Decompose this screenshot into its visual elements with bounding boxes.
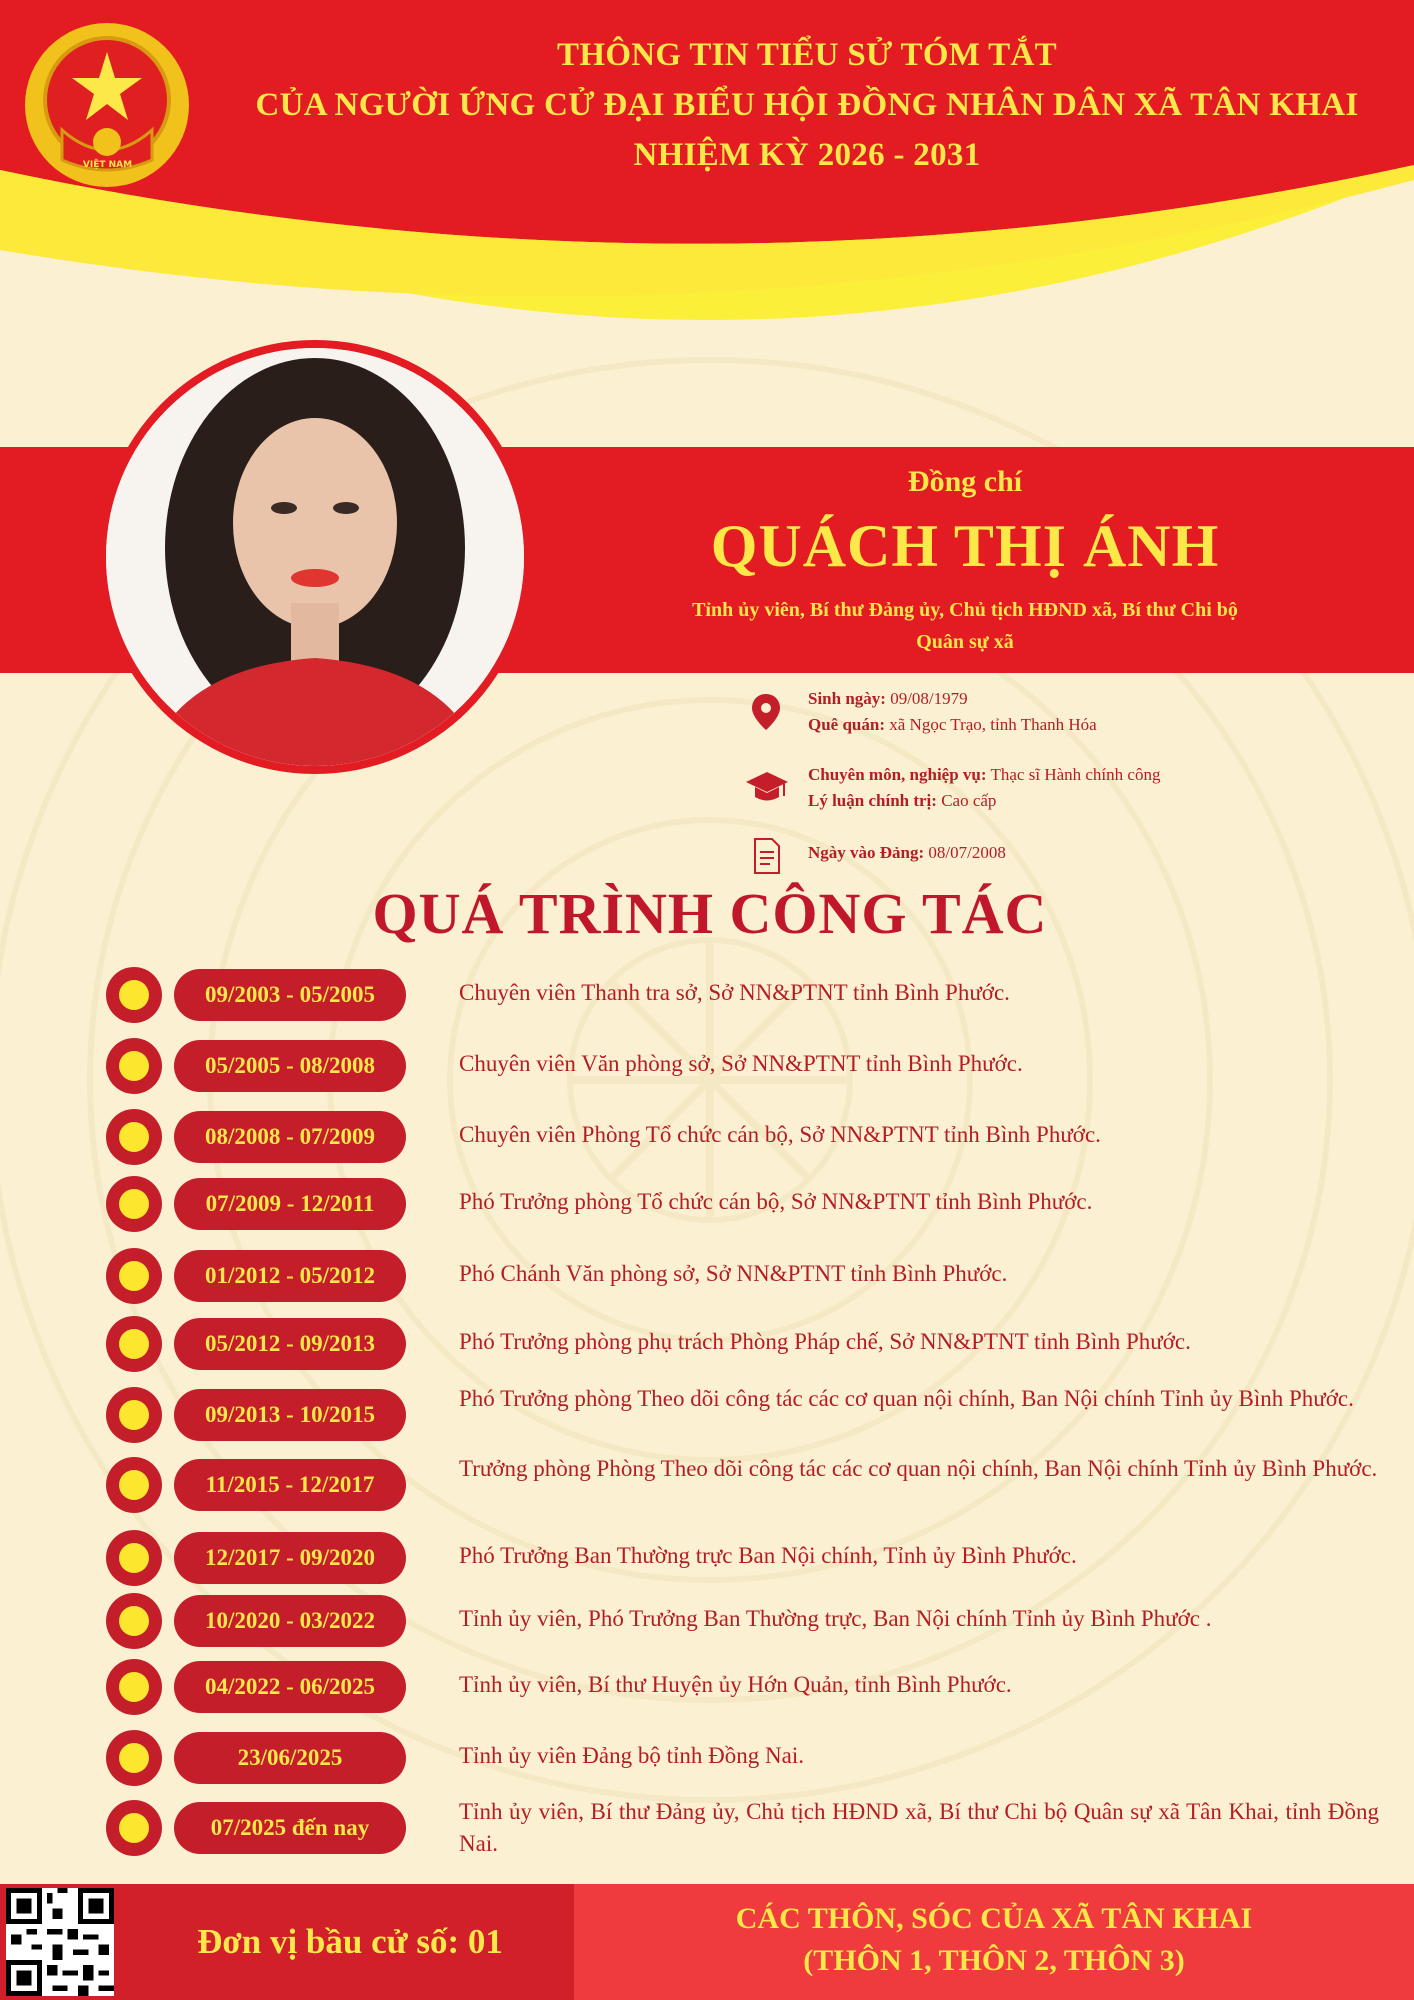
location-pin-icon (748, 692, 784, 732)
timeline-bullet-icon (106, 1530, 162, 1586)
timeline-date: 11/2015 - 12/2017 (174, 1459, 406, 1511)
timeline-description: Tỉnh ủy viên Đảng bộ tỉnh Đồng Nai. (459, 1743, 804, 1768)
party-value: 08/07/2008 (924, 843, 1006, 862)
timeline-date: 12/2017 - 09/2020 (174, 1532, 406, 1584)
timeline-row (0, 1530, 1414, 1590)
candidate-name: QUÁCH THỊ ÁNH (710, 513, 1220, 579)
header-line-1: THÔNG TIN TIỂU SỬ TÓM TẮT (557, 37, 1057, 73)
header-line-3: NHIỆM KỲ 2026 - 2031 (633, 137, 981, 173)
timeline-bullet-icon (106, 1593, 162, 1649)
timeline-row (0, 1248, 1414, 1308)
politics-label: Lý luận chính trị: (808, 791, 937, 810)
header-title (200, 30, 1414, 180)
timeline-bullet-icon (106, 1659, 162, 1715)
position-line-1: Tỉnh ủy viên, Bí thư Đảng ủy, Chủ tịch HĐND xã, Bí thư Chi bộ (692, 599, 1238, 621)
graduation-cap-icon (744, 768, 790, 808)
timeline-description: Chuyên viên Thanh tra sở, Sở NN&PTNT tỉnh Bình Phước. (459, 980, 1010, 1005)
timeline-description: Phó Trưởng phòng Theo dõi công tác các cơ quan nội chính, Ban Nội chính Tỉnh ủy Bình Phước. (459, 1386, 1354, 1411)
timeline-bullet-icon (106, 1800, 162, 1856)
specialty-label: Chuyên môn, nghiệp vụ: (808, 765, 987, 784)
timeline-bullet-icon (106, 1457, 162, 1513)
timeline-bullet-icon (106, 967, 162, 1023)
timeline-description: Chuyên viên Văn phòng sở, Sở NN&PTNT tỉnh Bình Phước. (459, 1051, 1023, 1076)
timeline-date: 05/2005 - 08/2008 (174, 1040, 406, 1092)
villages-line-2: (THÔN 1, THÔN 2, THÔN 3) (803, 1944, 1185, 1977)
timeline-row (0, 1593, 1414, 1653)
timeline-date: 08/2008 - 07/2009 (174, 1111, 406, 1163)
timeline-row (0, 1109, 1414, 1169)
timeline-description: Phó Chánh Văn phòng sở, Sở NN&PTNT tỉnh Bình Phước. (459, 1261, 1008, 1286)
timeline-row (0, 1659, 1414, 1719)
honorific: Đồng chí (907, 465, 1023, 498)
timeline-date: 07/2009 - 12/2011 (174, 1178, 406, 1230)
qr-code-icon[interactable] (6, 1888, 114, 1996)
timeline-description: Chuyên viên Phòng Tổ chức cán bộ, Sở NN&PTNT tỉnh Bình Phước. (459, 1122, 1101, 1147)
timeline-row (0, 1038, 1414, 1098)
timeline-row (0, 1176, 1414, 1236)
birth-label: Sinh ngày: (808, 689, 886, 708)
candidate-photo (98, 340, 532, 774)
villages-line-1: CÁC THÔN, SÓC CỦA XÃ TÂN KHAI (735, 1902, 1253, 1935)
timeline-description: Phó Trưởng phòng Tổ chức cán bộ, Sở NN&PTNT tỉnh Bình Phước. (459, 1189, 1093, 1214)
timeline-description: Tỉnh ủy viên, Bí thư Huyện ủy Hớn Quản, tỉnh Bình Phước. (459, 1672, 1012, 1697)
villages (574, 1898, 1414, 1982)
hometown-value: xã Ngọc Trạo, tỉnh Thanh Hóa (885, 715, 1097, 734)
document-icon (752, 836, 782, 876)
info-birth-hometown (808, 686, 1097, 738)
emblem-text: VIỆT NAM (82, 160, 133, 170)
timeline-bullet-icon (106, 1038, 162, 1094)
timeline-date: 07/2025 đến nay (174, 1802, 406, 1854)
timeline-bullet-icon (106, 1730, 162, 1786)
timeline-bullet-icon (106, 1387, 162, 1443)
timeline-date: 09/2003 - 05/2005 (174, 969, 406, 1021)
timeline-date: 23/06/2025 (174, 1732, 406, 1784)
header-line-2: CỦA NGƯỜI ỨNG CỬ ĐẠI BIỂU HỘI ĐỒNG NHÂN DÂN XÃ TÂN KHAI (255, 87, 1359, 123)
info-education (808, 762, 1160, 814)
timeline-row (0, 1800, 1414, 1860)
timeline-description: Phó Trưởng Ban Thường trực Ban Nội chính, Tỉnh ủy Bình Phước. (459, 1543, 1077, 1568)
timeline-date: 05/2012 - 09/2013 (174, 1318, 406, 1370)
specialty-value: Thạc sĩ Hành chính công (986, 765, 1161, 784)
position-line-2: Quân sự xã (916, 631, 1014, 653)
portrait-illustration (106, 348, 524, 766)
timeline-date: 10/2020 - 03/2022 (174, 1595, 406, 1647)
politics-value: Cao cấp (936, 791, 997, 810)
timeline-date: 01/2012 - 05/2012 (174, 1250, 406, 1302)
party-label: Ngày vào Đảng: (808, 843, 925, 862)
timeline-row (0, 967, 1414, 1027)
timeline-description: Tỉnh ủy viên, Bí thư Đảng ủy, Chủ tịch HĐND xã, Bí thư Chi bộ Quân sự xã Tân Khai, tỉnh Đồng Nai. (459, 1799, 1379, 1856)
timeline-row (0, 1387, 1414, 1447)
timeline-bullet-icon (106, 1248, 162, 1304)
portrait (106, 348, 524, 766)
timeline-bullet-icon (106, 1316, 162, 1372)
timeline-row (0, 1316, 1414, 1376)
candidate-position (640, 594, 1290, 658)
timeline-row (0, 1457, 1414, 1517)
birth-value: 09/08/1979 (885, 689, 968, 708)
timeline-bullet-icon (106, 1109, 162, 1165)
info-party (808, 840, 1006, 866)
timeline-row (0, 1730, 1414, 1790)
electoral-unit: Đơn vị bầu cử số: 01 (197, 1922, 503, 1961)
timeline-description: Phó Trưởng phòng phụ trách Phòng Pháp chế, Sở NN&PTNT tỉnh Bình Phước. (459, 1329, 1191, 1354)
section-title: QUÁ TRÌNH CÔNG TÁC (372, 881, 1048, 946)
timeline-date: 04/2022 - 06/2025 (174, 1661, 406, 1713)
timeline-description: Tỉnh ủy viên, Phó Trưởng Ban Thường trực, Ban Nội chính Tỉnh ủy Bình Phước . (459, 1606, 1212, 1631)
timeline-date: 09/2013 - 10/2015 (174, 1389, 406, 1441)
timeline-bullet-icon (106, 1176, 162, 1232)
timeline-description: Trưởng phòng Phòng Theo dõi công tác các cơ quan nội chính, Ban Nội chính Tỉnh ủy Bình Phước. (459, 1456, 1378, 1481)
hometown-label: Quê quán: (808, 715, 885, 734)
